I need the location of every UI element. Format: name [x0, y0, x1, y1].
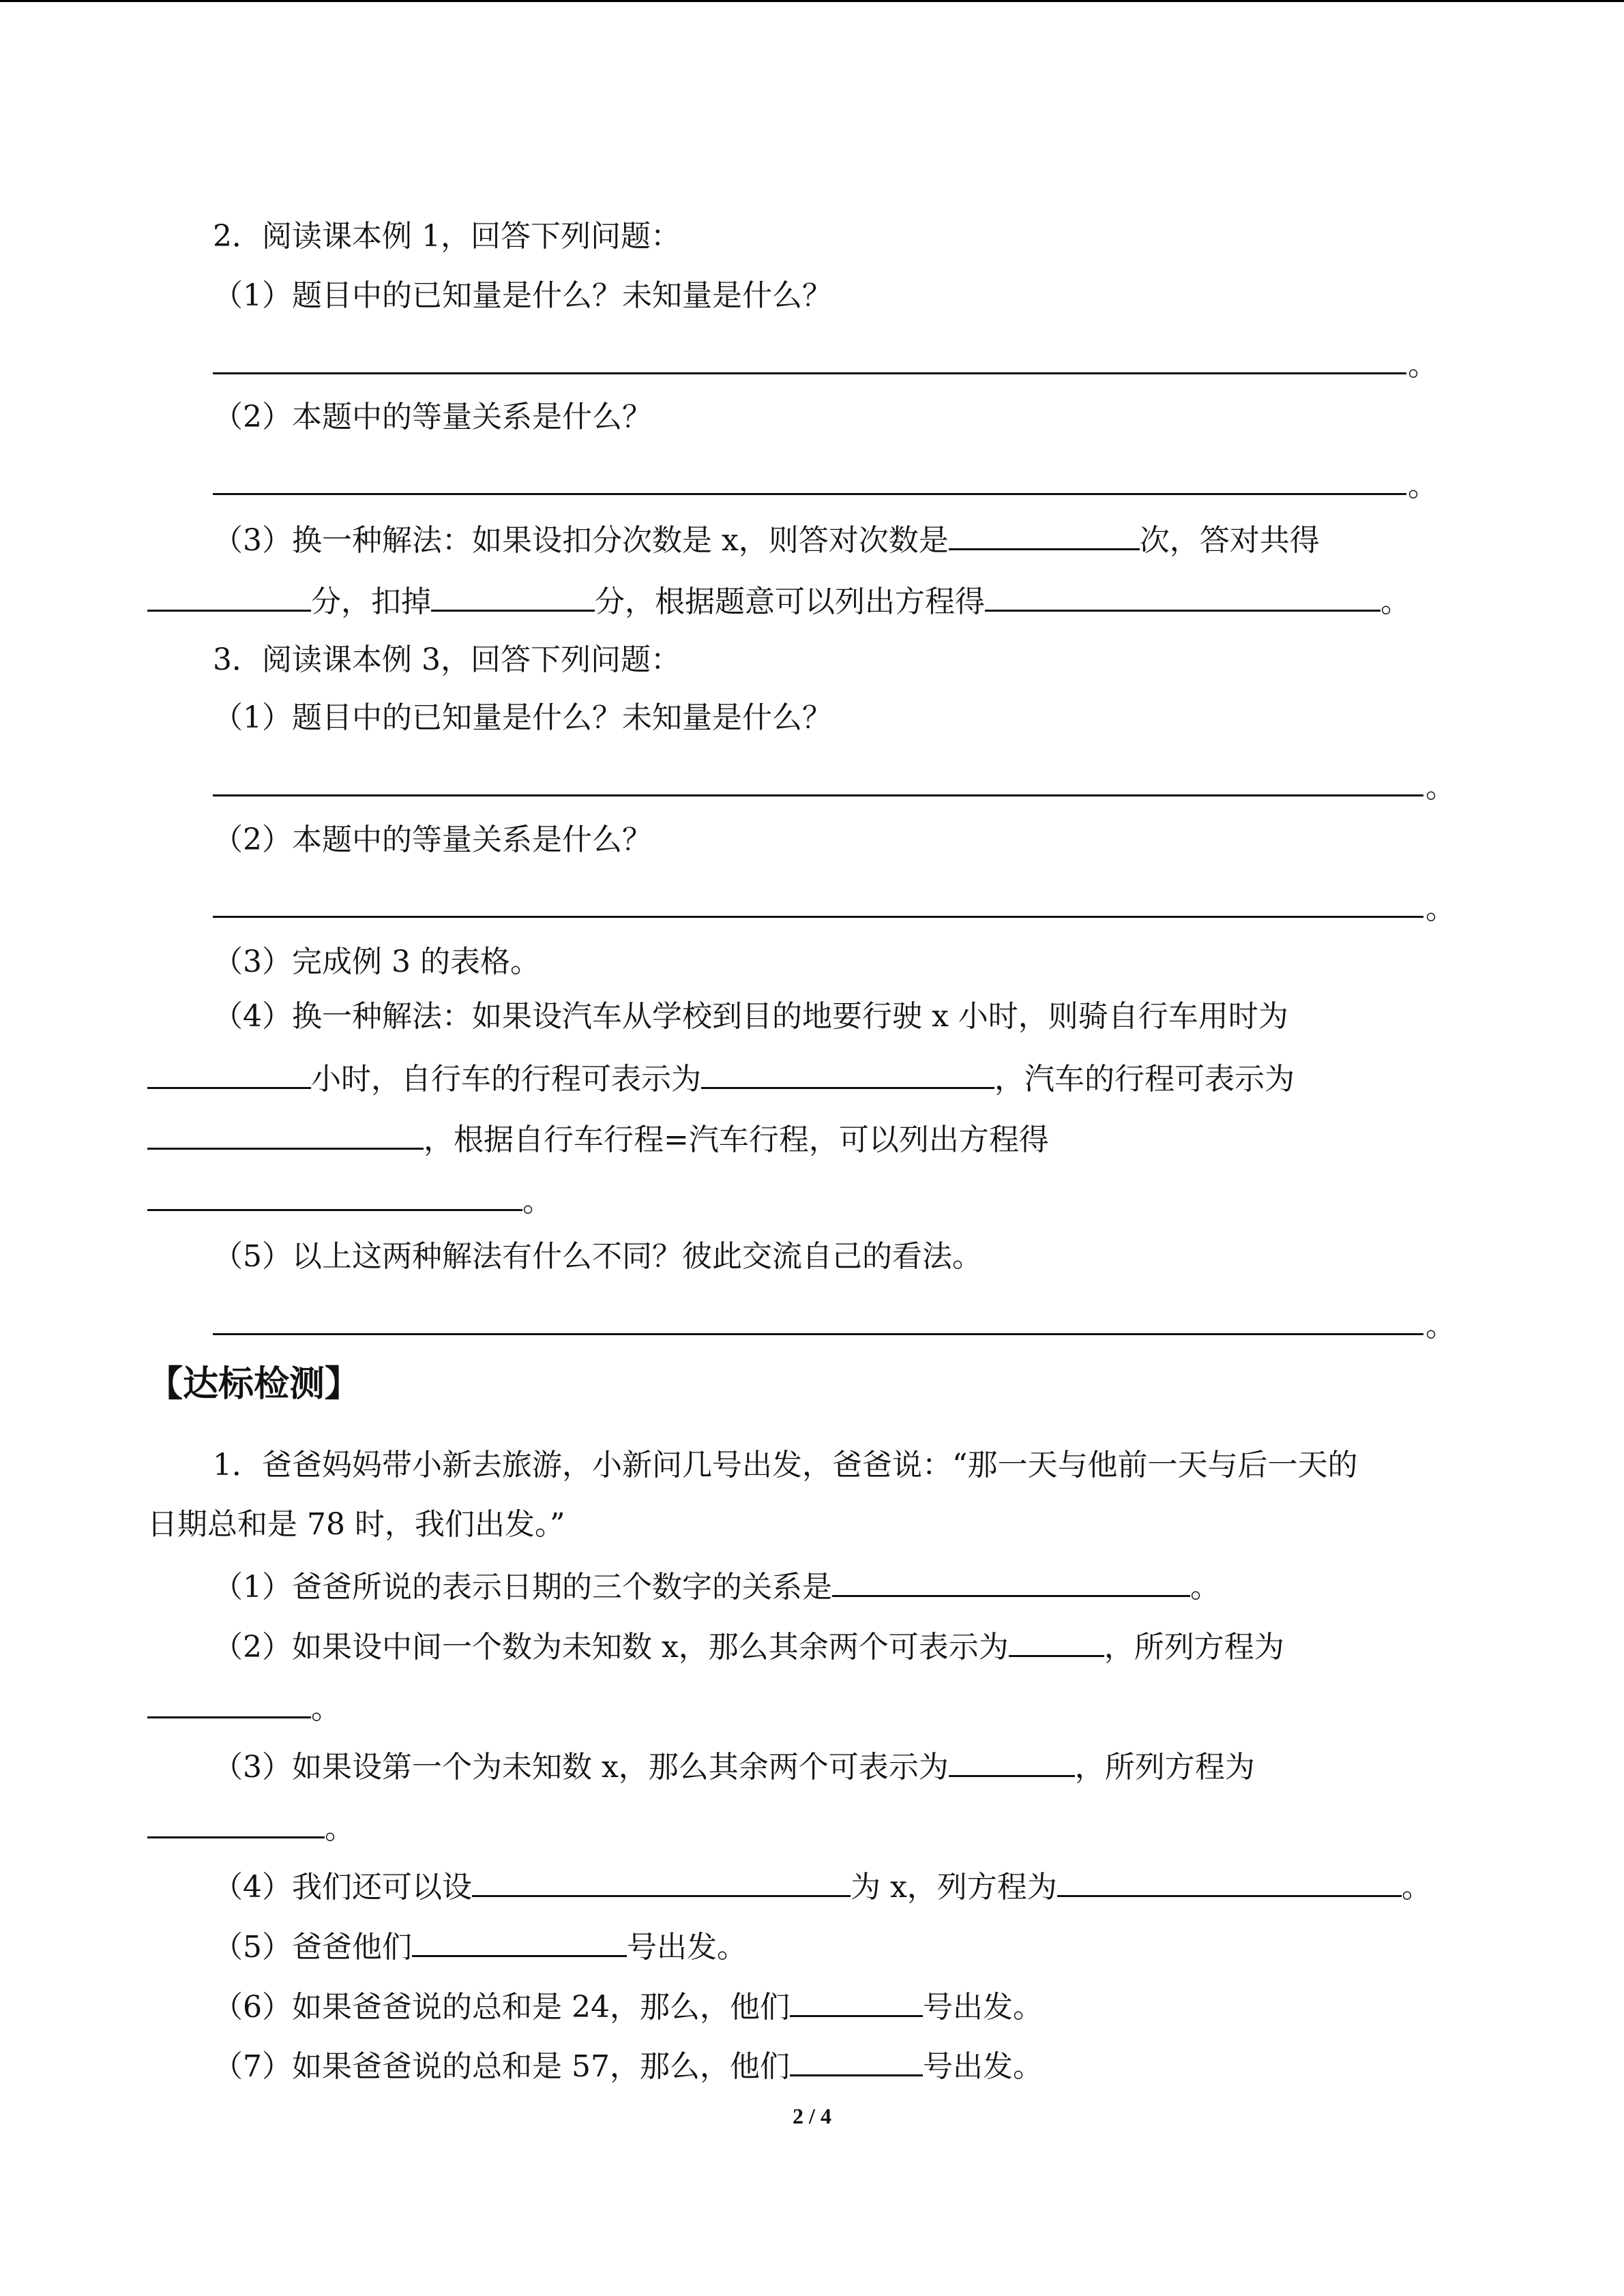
relation-blank[interactable]: [832, 1565, 1190, 1597]
q2-part3-text-a: （3）换一种解法：如果设扣分次数是 x，则答对次数是: [213, 523, 949, 558]
t1-sub3-text-a: （3）如果设第一个为未知数 x，那么其余两个可表示为: [213, 1750, 949, 1785]
t1-sub4-text-b: 为 x，列方程为: [851, 1870, 1057, 1905]
t1-sub4-text-a: （4）我们还可以设: [213, 1870, 472, 1905]
score-deducted-blank[interactable]: [431, 580, 595, 612]
sub2-equation-blank[interactable]: [147, 1686, 311, 1718]
sum24-date-blank[interactable]: [790, 1985, 923, 2017]
q3-part4-text-d: ，根据自行车行程=汽车行程，可以列出方程得: [424, 1122, 1049, 1157]
q2-part3-line1: [213, 518, 1320, 561]
sub3-others-blank[interactable]: [949, 1745, 1075, 1777]
q2-part3-text-d: 分，根据题意可以列出方程得: [595, 584, 985, 619]
t1-sub2-line2: [147, 1686, 341, 1729]
sub3-equation-blank[interactable]: [147, 1806, 325, 1838]
q3-part4-line1: （4）换一种解法：如果设汽车从学校到目的地要行驶 x 小时，则骑自行车用时为: [213, 999, 1288, 1034]
bike-distance-blank[interactable]: [701, 1057, 994, 1089]
q2-part1: （1）题目中的已知量是什么？未知量是什么？: [213, 278, 832, 313]
q3-part1: （1）题目中的已知量是什么？未知量是什么？: [213, 700, 832, 735]
q2-part3-line2: [147, 580, 1411, 623]
period: 。: [1408, 348, 1438, 383]
period: 。: [1408, 468, 1438, 503]
q3-part2: （2）本题中的等量关系是什么？: [213, 822, 652, 857]
correct-count-blank[interactable]: [949, 518, 1140, 550]
car-distance-blank[interactable]: [147, 1118, 424, 1150]
others-expression-blank[interactable]: [1009, 1625, 1104, 1657]
q2-part2: （2）本题中的等量关系是什么？: [213, 400, 652, 434]
q3-part5-answer-line[interactable]: [213, 1333, 1423, 1335]
q3-part3: （3）完成例 3 的表格。: [213, 944, 540, 979]
t1-sub5: [213, 1925, 747, 1968]
t1-sub6: [213, 1985, 1043, 2028]
q2-part1-answer-line[interactable]: [213, 372, 1406, 374]
t1-sub6-text-b: 号出发。: [922, 1990, 1043, 2025]
q3-part4-line2: [147, 1057, 1295, 1100]
q2-part2-answer-line[interactable]: [213, 493, 1406, 495]
period: 。: [522, 1184, 552, 1219]
t1-sub2-text-b: ，所列方程为: [1104, 1630, 1284, 1665]
q3-title: 3．阅读课本例 3，回答下列问题：: [213, 642, 681, 677]
sub4-equation-blank[interactable]: [1057, 1865, 1402, 1897]
q3-part2-answer-line[interactable]: [213, 916, 1423, 918]
page-number: 2 / 4: [793, 2104, 831, 2128]
period: 。: [311, 1691, 341, 1726]
period: 。: [325, 1811, 355, 1846]
t1-sub7-text-b: 号出发。: [922, 2049, 1043, 2084]
equation-blank[interactable]: [985, 580, 1381, 612]
q3-part4-text-b: 小时，自行车的行程可表示为: [311, 1062, 701, 1097]
q3-part4-line4: [147, 1179, 552, 1222]
period: 。: [1381, 584, 1411, 619]
q3-part4-text-c: ，汽车的行程可表示为: [994, 1062, 1295, 1097]
t1-sub7: [213, 2044, 1043, 2087]
t1-sub3-text-b: ，所列方程为: [1074, 1750, 1255, 1785]
sum57-date-blank[interactable]: [790, 2044, 923, 2076]
t1-sub2-line1: [213, 1625, 1284, 1668]
t1-sub3-line2: [147, 1806, 355, 1849]
t1-sub2-text-a: （2）如果设中间一个数为未知数 x，那么其余两个可表示为: [213, 1630, 1009, 1665]
alt-variable-blank[interactable]: [472, 1865, 851, 1897]
q3-part1-answer-line[interactable]: [213, 794, 1423, 796]
period: 。: [1426, 770, 1456, 805]
departure-date-blank[interactable]: [412, 1925, 627, 1957]
t1-sub3-line1: [213, 1745, 1255, 1788]
t1-intro-line2: 日期总和是 78 时，我们出发。”: [147, 1507, 565, 1542]
t1-sub5-text-b: 号出发。: [627, 1930, 747, 1965]
t1-intro-line1: 1．爸爸妈妈带小新去旅游，小新问几号出发，爸爸说：“那一天与他前一天与后一天的: [213, 1448, 1358, 1482]
t1-sub1-text: （1）爸爸所说的表示日期的三个数字的关系是: [213, 1570, 832, 1605]
q2-title: 2．阅读课本例 1，回答下列问题：: [213, 219, 681, 254]
q3-equation-blank[interactable]: [147, 1179, 522, 1211]
t1-sub7-text-a: （7）如果爸爸说的总和是 57，那么，他们: [213, 2049, 790, 2084]
score-gained-blank[interactable]: [147, 580, 311, 612]
t1-sub5-text-a: （5）爸爸他们: [213, 1930, 412, 1965]
period: 。: [1426, 891, 1456, 926]
t1-sub6-text-a: （6）如果爸爸说的总和是 24，那么，他们: [213, 1990, 790, 2025]
q3-part5: （5）以上这两种解法有什么不同？彼此交流自己的看法。: [213, 1239, 982, 1274]
bike-time-blank[interactable]: [147, 1057, 311, 1089]
period: 。: [1190, 1570, 1220, 1605]
t1-sub1: [213, 1565, 1220, 1608]
t1-sub4: [213, 1865, 1432, 1908]
q2-part3-text-c: 分，扣掉: [311, 584, 431, 619]
q3-part4-line3: [147, 1118, 1049, 1161]
period: 。: [1401, 1870, 1432, 1905]
period: 。: [1426, 1309, 1456, 1343]
q2-part3-text-b: 次，答对共得: [1139, 523, 1320, 558]
section-title: 【达标检测】: [147, 1364, 361, 1405]
